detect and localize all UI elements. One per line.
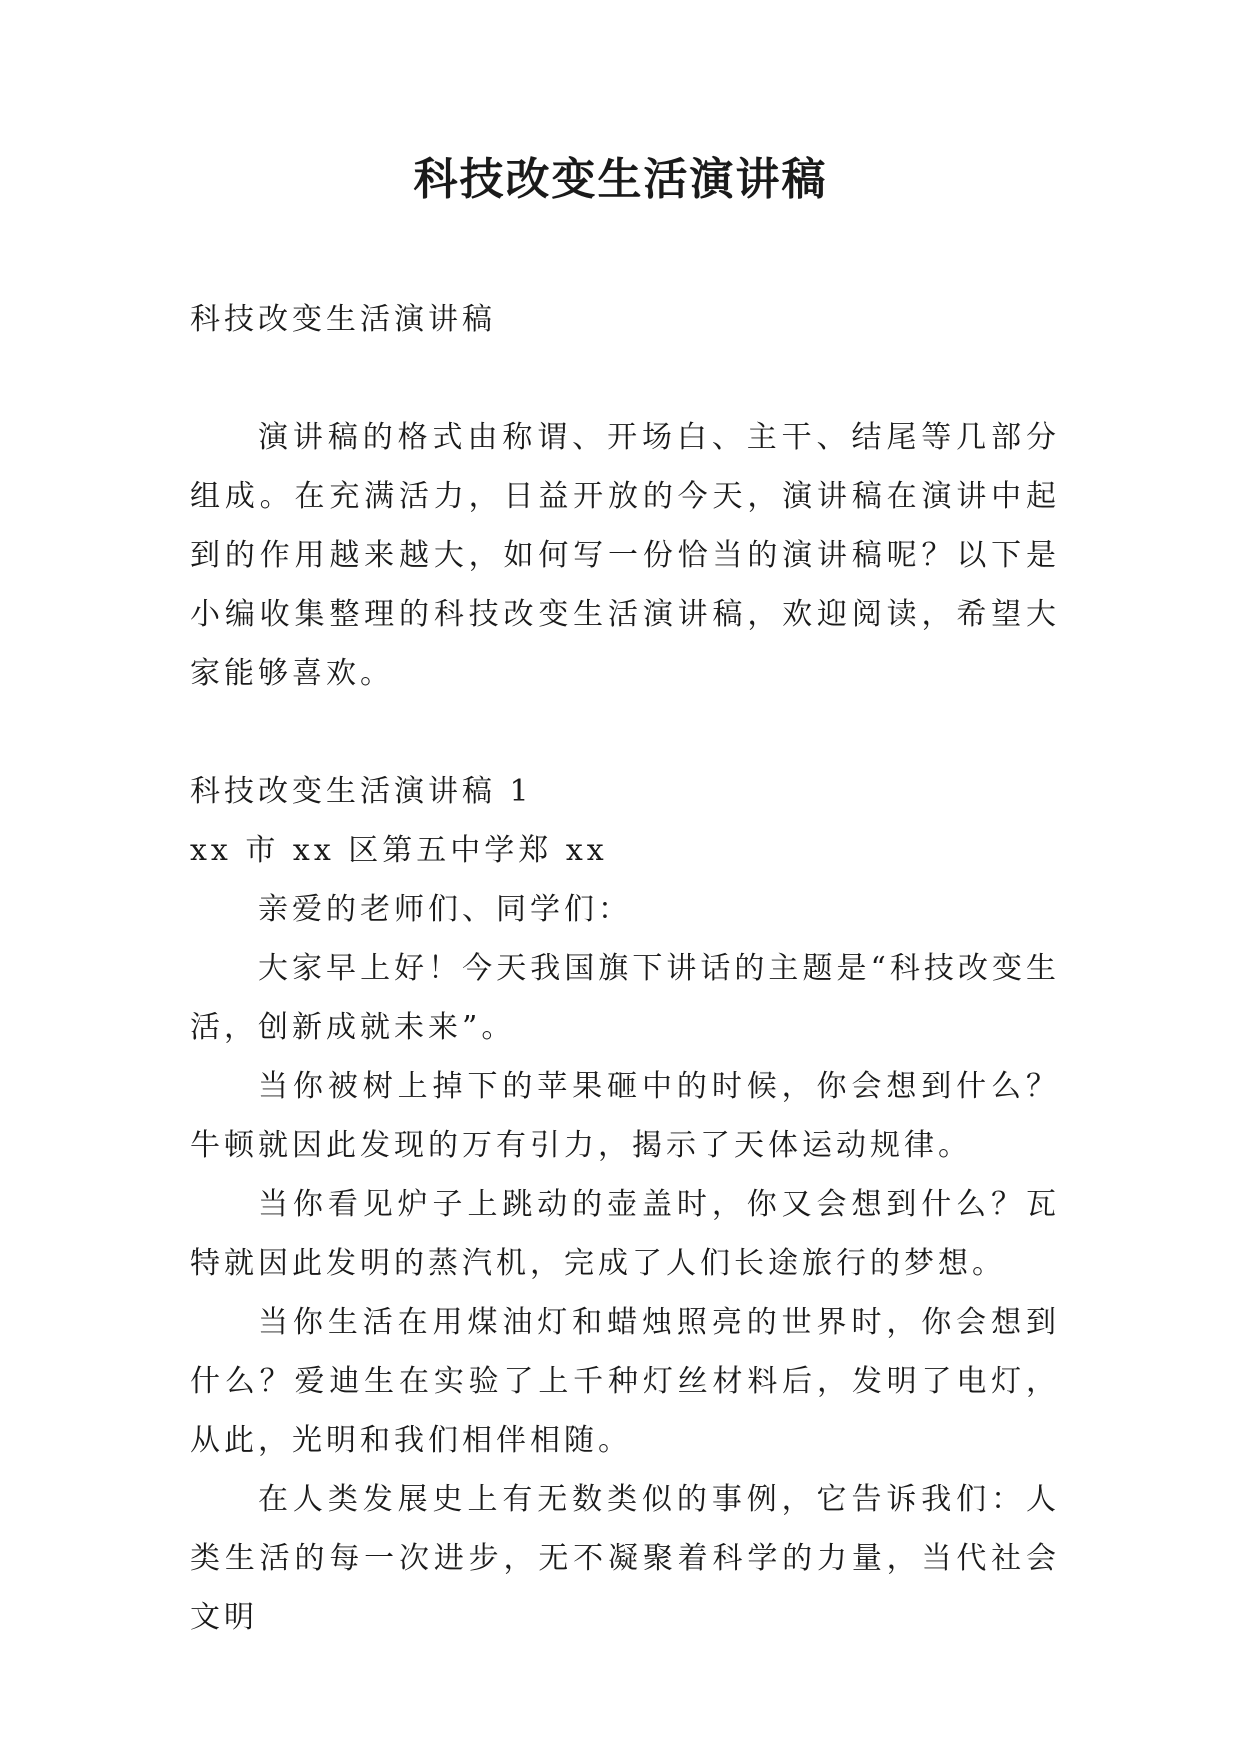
salutation: 亲爱的老师们、同学们： [258,892,632,927]
document-body [190,290,1060,1647]
body-paragraph: 在人类发展史上有无数类似的事例，它告诉我们：人类生活的每一次进步，无不凝聚着科学的力量，当代社会文明 [190,1482,1060,1635]
body-paragraph: 当你生活在用煤油灯和蜡烛照亮的世界时，你会想到什么？爱迪生在实验了上千种灯丝材料后，发明了电灯，从此，光明和我们相伴相随。 [190,1305,1060,1458]
subtitle: 科技改变生活演讲稿 [190,302,496,337]
intro-paragraph: 演讲稿的格式由称谓、开场白、主干、结尾等几部分组成。在充满活力，日益开放的今天，演讲稿在演讲中起到的作用越来越大，如何写一份恰当的演讲稿呢？以下是小编收集整理的科技改变生活演讲稿，欢迎阅读，希望大家能够喜欢。 [190,420,1060,691]
body-paragraph: 大家早上好！今天我国旗下讲话的主题是“科技改变生活，创新成就未来”。 [190,951,1060,1045]
body-paragraph: 当你看见炉子上跳动的壶盖时，你又会想到什么？瓦特就因此发明的蒸汽机，完成了人们长途旅行的梦想。 [190,1187,1060,1281]
section-heading: 科技改变生活演讲稿 1 [190,774,533,809]
body-paragraph: 当你被树上掉下的苹果砸中的时候，你会想到什么？牛顿就因此发现的万有引力，揭示了天体运动规律。 [190,1069,1060,1163]
author-line: xx 市 xx 区第五中学郑 xx [190,833,608,868]
document-title: 科技改变生活演讲稿 [413,154,828,205]
